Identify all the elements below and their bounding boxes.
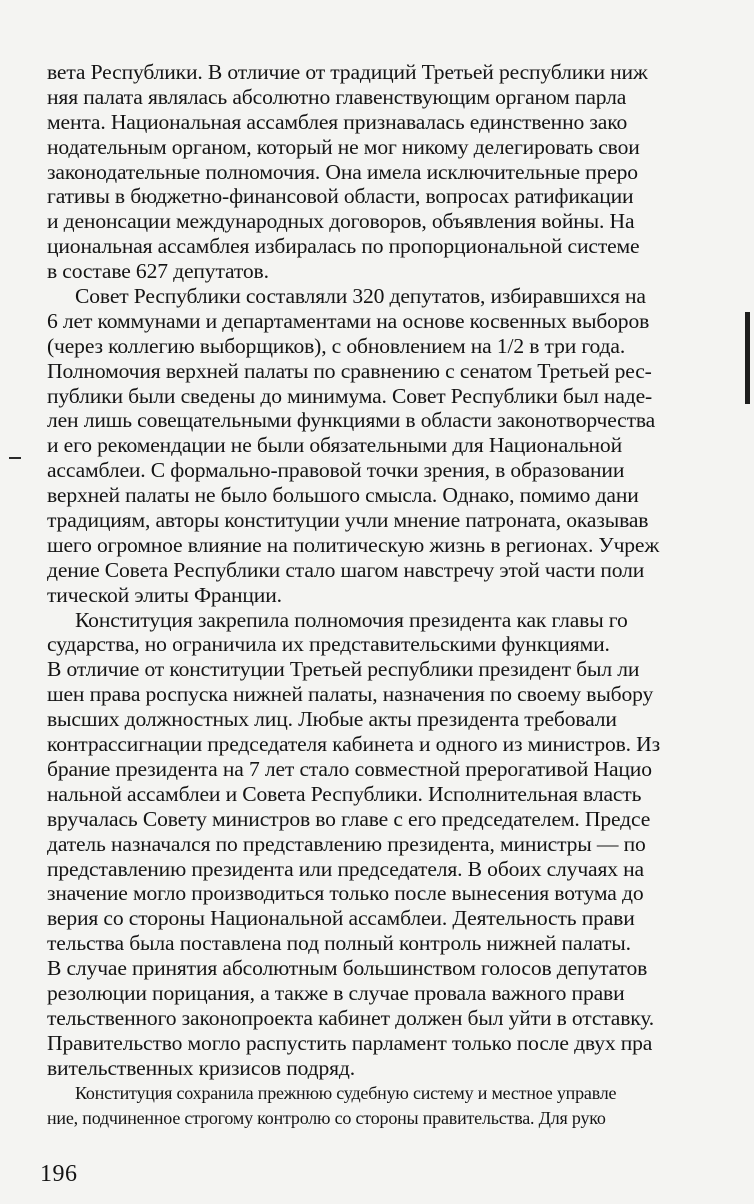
text-line: няя палата являлась абсолютно главенствующим органом парла <box>47 84 627 109</box>
text-line: Совет Республики составляли 320 депутатов, избиравшихся на <box>75 284 646 309</box>
text-line: Полномочия верхней палаты по сравнению с сенатом Третьей рес- <box>47 358 652 383</box>
text-line: сударства, но ограничила их представительскими функциями. <box>47 632 610 657</box>
text-line: тической элиты Франции. <box>47 582 282 607</box>
text-line: законодательные полномочия. Она имела исключительные преро <box>47 159 638 184</box>
margin-dash-mark <box>9 457 21 459</box>
page-number: 196 <box>40 1161 78 1187</box>
text-line: датель назначался по представлению президента, министры — по <box>47 831 646 856</box>
text-line: нодательным органом, который не мог никому делегировать свои <box>47 134 640 159</box>
text-line: высших должностных лиц. Любые акты президента требовали <box>47 707 617 732</box>
text-line: ние, подчиненное строгому контролю со стороны правительства. Для руко <box>47 1107 606 1128</box>
text-line: значение могло производиться только после вынесения вотума до <box>47 881 644 906</box>
text-line: и его рекомендации не были обязательными для Национальной <box>47 433 622 458</box>
text-line: представлению президента или председателя. В обоих случаях на <box>47 856 644 881</box>
text-line: тельства была поставлена под полный контроль нижней палаты. <box>47 931 631 956</box>
text-line: традициям, авторы конституции учли мнение патроната, оказывав <box>47 508 649 533</box>
text-line: Конституция сохранила прежнюю судебную систему и местное управле <box>75 1082 617 1103</box>
text-line: гативы в бюджетно-финансовой области, вопросах ратификации <box>47 184 634 209</box>
text-line: контрассигнации председателя кабинета и одного из министров. Из <box>47 732 661 757</box>
text-line: верхней палаты не было большого смысла. Однако, помимо дани <box>47 483 639 508</box>
paragraph <box>47 608 718 1081</box>
text-line: 6 лет коммунами и департаментами на основе косвенных выборов <box>47 308 650 333</box>
paragraph <box>47 1081 718 1131</box>
paragraph <box>47 60 718 284</box>
body-text <box>47 60 718 1131</box>
text-line: верия со стороны Национальной ассамблеи. Деятельность прави <box>47 906 635 931</box>
text-line: шего огромное влияние на политическую жизнь в регионах. Учреж <box>47 532 660 557</box>
text-line: Правительство могло распустить парламент только после двух пра <box>47 1030 653 1055</box>
text-line: ассамблеи. С формально-правовой точки зрения, в образовании <box>47 458 625 483</box>
text-line: тельственного законопроекта кабинет должен был уйти в отставку. <box>47 1005 655 1030</box>
text-line: резолюции порицания, а также в случае провала важного прави <box>47 980 625 1005</box>
text-line: мента. Национальная ассамблея признавалась единственно зако <box>47 109 628 134</box>
text-line: публики были сведены до минимума. Совет Республики был наде- <box>47 383 653 408</box>
text-line: (через коллегию выборщиков), с обновлением на 1/2 в три года. <box>47 333 626 358</box>
text-line: дение Совета Республики стало шагом навстречу этой части поли <box>47 557 645 582</box>
text-line: В случае принятия абсолютным большинством голосов депутатов <box>47 956 648 981</box>
text-line: лен лишь совещательными функциями в области законотворчества <box>47 408 656 433</box>
text-line: нальной ассамблеи и Совета Республики. Исполнительная власть <box>47 781 642 806</box>
text-line: вручалась Совету министров во главе с его председателем. Предсе <box>47 806 651 831</box>
text-line: Конституция закрепила полномочия президента как главы го <box>75 607 628 632</box>
text-line: и денонсации международных договоров, объявления войны. На <box>47 209 635 234</box>
paragraph <box>47 284 718 608</box>
text-line: в составе 627 депутатов. <box>47 259 269 284</box>
text-line: циональная ассамблея избиралась по пропорциональной системе <box>47 234 640 259</box>
text-line: шен права роспуска нижней палаты, назначения по своему выбору <box>47 682 654 707</box>
text-line: вительственных кризисов подряд. <box>47 1055 355 1080</box>
text-line: В отличие от конституции Третьей республики президент был ли <box>47 657 640 682</box>
text-line: брание президента на 7 лет стало совместной прерогативой Нацио <box>47 756 652 781</box>
margin-ink-mark <box>745 312 750 404</box>
text-line: вета Республики. В отличие от традиций Третьей республики ниж <box>47 60 648 84</box>
